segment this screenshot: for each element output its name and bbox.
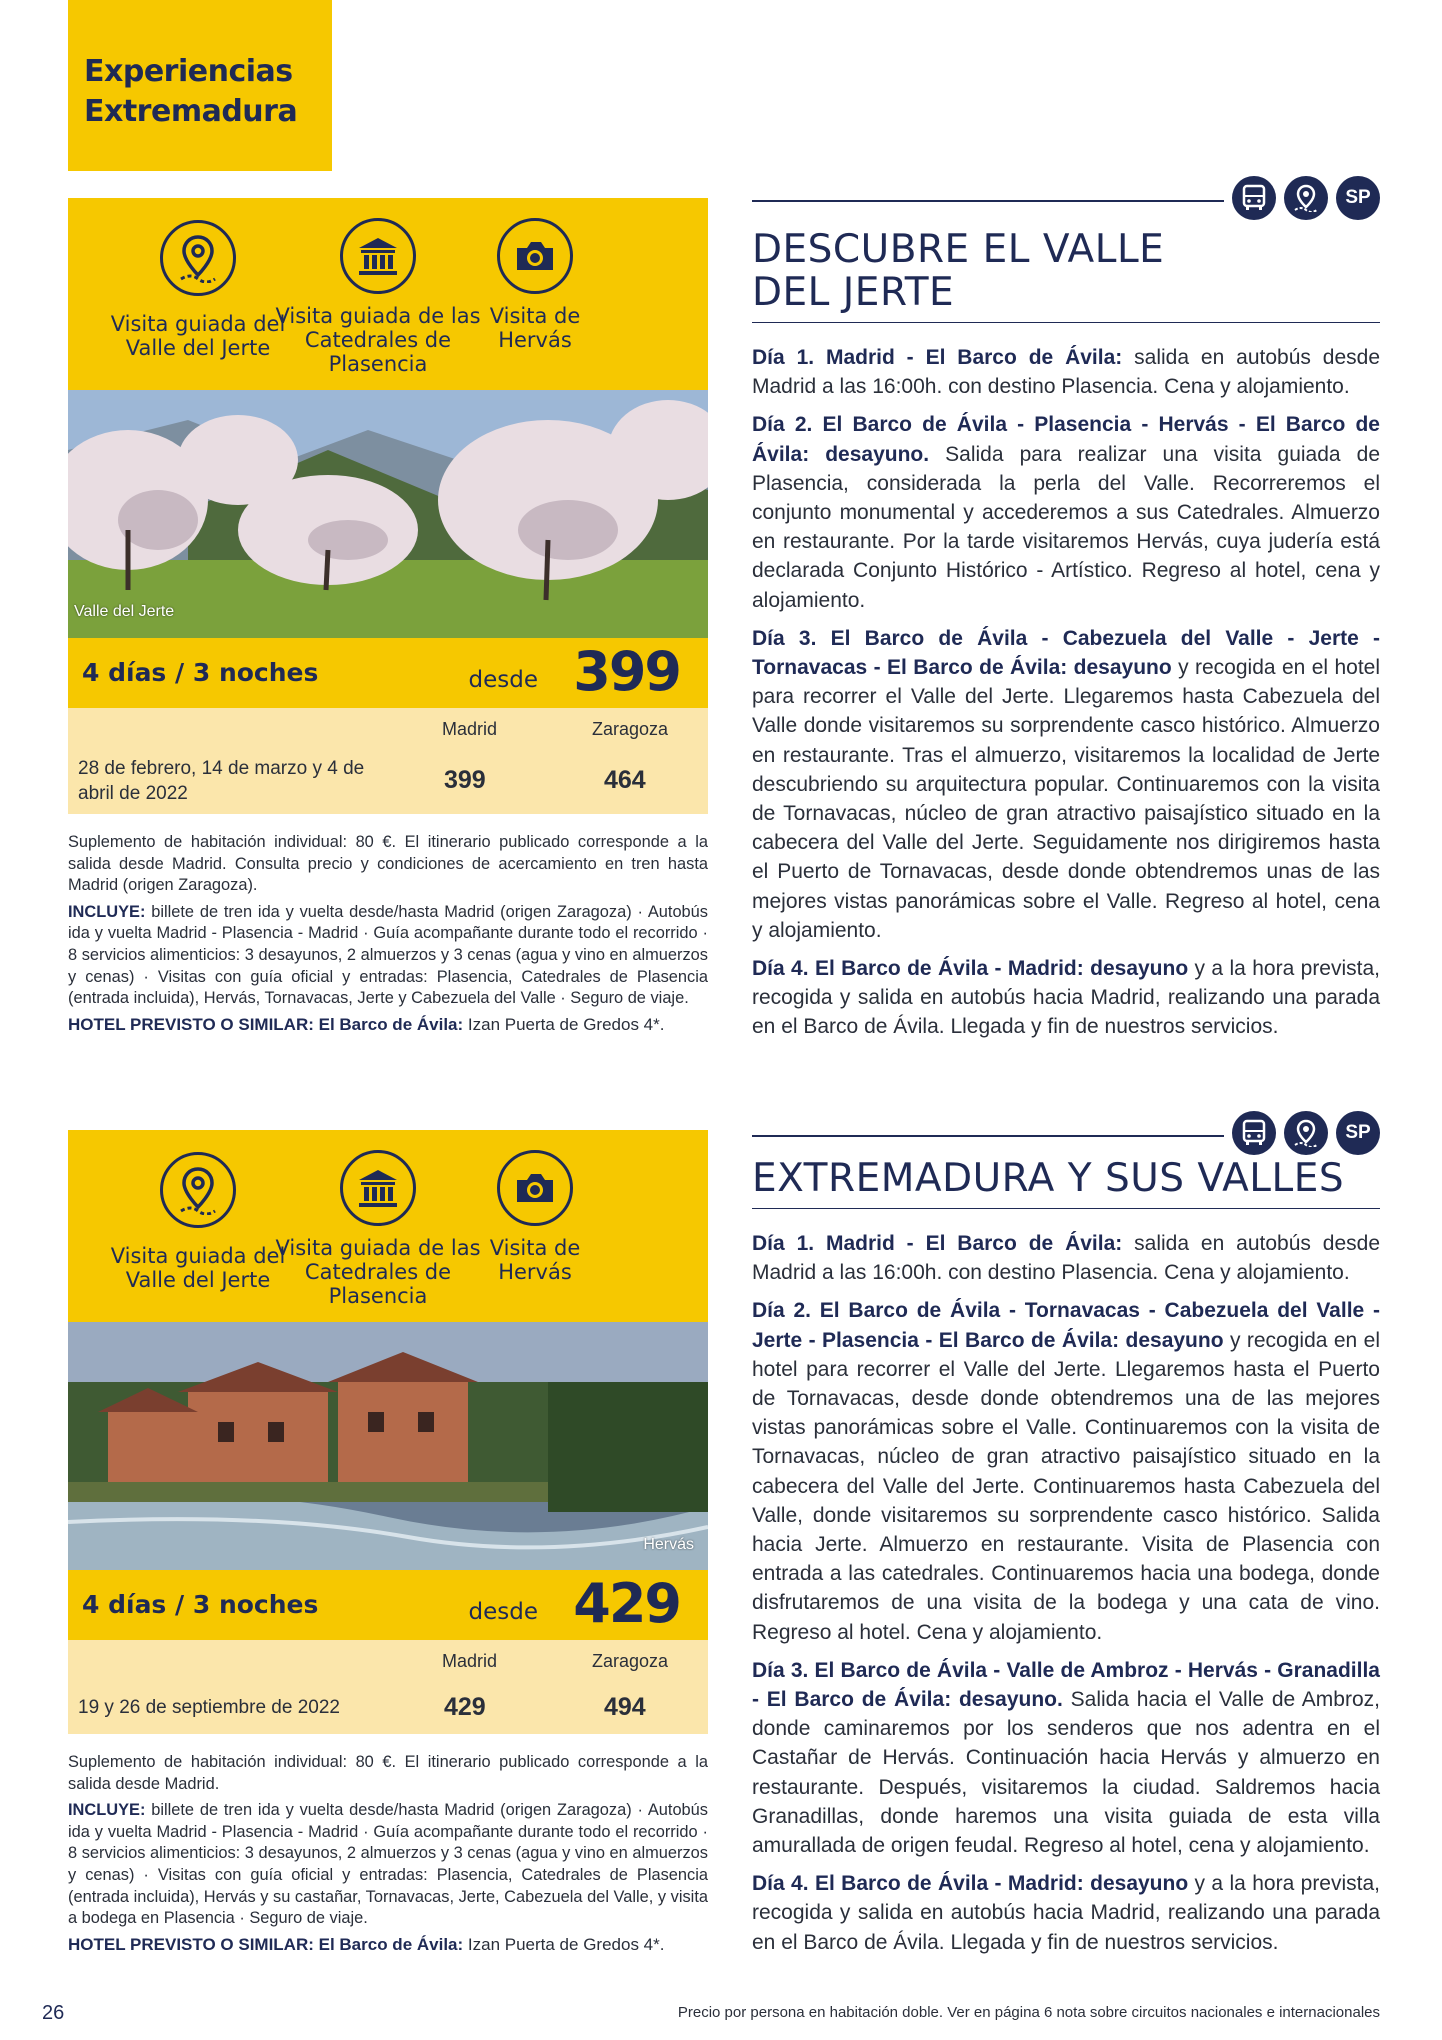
trip1-price-zaragoza: 464 (604, 766, 646, 794)
trip1-days (752, 343, 1380, 1042)
trip2-feature-2-label: Visita guiada de las Catedrales de Plasencia (275, 1236, 481, 1308)
trip2-badges (1224, 1111, 1380, 1155)
trip1-city-madrid: Madrid (442, 719, 498, 739)
trip1-desde: desde (468, 667, 538, 693)
trip2-title: EXTREMADURA Y SUS VALLES (752, 1156, 1345, 1201)
trip2-price-band (68, 1570, 708, 1640)
trip2-title-rule (752, 1208, 1380, 1209)
trip1-price-table (68, 708, 708, 814)
trip1-feature-2-label: Visita guiada de las Catedrales de Plasencia (275, 304, 481, 376)
trip1-includes-block (68, 902, 708, 1010)
trip1-feature-3-label: Visita de Hervás (489, 304, 581, 352)
bank-icon (340, 1150, 416, 1226)
section-header (68, 0, 332, 171)
trip1-hotel-block (68, 1014, 708, 1036)
trip2-day-4-text: y a la hora prevista, recogida y salida en autobús hacia Madrid, realizando una parada en el Barco de Ávila. Llegada y fin de nuestros servicios. (752, 1872, 1380, 1954)
trip2-day-2-text: y recogida en el hotel para recorrer el Valle del Jerte. Llegaremos hasta el Puerto de Tornavacas, desde donde obtendremos una de las mejores vistas panorámicas sobre el Valle. Continuaremos con la visita de Tornavacas, núcleo de gran atractivo paisajístico situado en la cabecera del Valle del Jerte. Continuaremos hasta Cabezuela del Valle, donde visitaremos su sorprendente casco histórico. Salida hacia Jerte. Almuerzo en restaurante. Visita de Plasencia con entrada a las catedrales. Continuaremos hacia una bodega, donde disfrutaremos de una visita de la bodega y una cata de vino. Regreso al hotel. Cena y alojamiento. (752, 1328, 1380, 1644)
trip1-icons-band (68, 198, 708, 390)
trip1-card (68, 198, 708, 1035)
trip2-price-zaragoza: 494 (604, 1693, 646, 1721)
trip2-notes (68, 1752, 708, 1955)
trip1-day-4-head: Día 4. El Barco de Ávila - Madrid: desayuno (752, 957, 1189, 981)
trip1-price-from: 399 (573, 640, 680, 703)
trip1-day-1 (752, 343, 1380, 401)
trip1-day-4-text: y a la hora prevista, recogida y salida en autobús hacia Madrid, realizando una parada en el Barco de Ávila. Llegada y fin de nuestros servicios. (752, 957, 1380, 1039)
trip2-day-1-head: Día 1. Madrid - El Barco de Ávila: (752, 1232, 1123, 1255)
sp-badge: SP (1336, 176, 1380, 220)
trip1-badges (1224, 176, 1380, 220)
trip2-days (752, 1229, 1380, 1957)
trip1-feature-3 (455, 218, 615, 352)
trip2-itinerary (752, 1105, 1380, 1966)
trip2-dates: 19 y 26 de septiembre de 2022 (78, 1697, 340, 1718)
trip2-day-1 (752, 1229, 1380, 1287)
trip1-day-1-text: salida en autobús desde Madrid a las 16:00h. con destino Plasencia. Cena y alojamiento. (752, 346, 1380, 399)
trip2-price-table (68, 1640, 708, 1734)
trip2-day-3-head: Día 3. El Barco de Ávila - Valle de Ambroz - Hervás - Granadilla - El Barco de Ávila: desayuno. (752, 1658, 1380, 1712)
trip1-day-4 (752, 954, 1380, 1042)
trip1-price-band (68, 638, 708, 708)
header-line2: Extremadura (84, 94, 298, 129)
trip2-supplement: Suplemento de habitación individual: 80 €. El itinerario publicado corresponde a la salida desde Madrid. (68, 1753, 708, 1793)
trip2-day-3 (752, 1656, 1380, 1860)
trip1-day-2-text: Salida para realizar una visita guiada de Plasencia, considerada la perla del Valle. Recorreremos el conjunto monumental y accederemos a sus Catedrales. Almuerzo en restaurante. Por la tarde visitaremos Hervás, cuya judería está declarada Conjunto Histórico - Artístico. Regreso al hotel, cena y alojamiento. (752, 442, 1381, 612)
bus-icon (1232, 176, 1276, 220)
location-pin-icon (160, 220, 236, 296)
trip1-includes-label: INCLUYE: (68, 902, 146, 921)
trip1-city-zaragoza: Zaragoza (592, 719, 669, 739)
trip2-hotel: Izan Puerta de Gredos 4*. (463, 1934, 665, 1954)
trip2-price-madrid: 429 (444, 1693, 486, 1721)
footer-note: Precio por persona en habitación doble. Ver en página 6 nota sobre circuitos nacionales e internacionales (677, 2004, 1380, 2021)
sp-badge: SP (1336, 1111, 1380, 1155)
trip2-day-1-text: salida en autobús desde Madrid a las 16:00h. con destino Plasencia. Cena y alojamiento. (752, 1232, 1380, 1285)
trip2-desde: desde (468, 1599, 538, 1625)
trip1-hotel: Izan Puerta de Gredos 4*. (463, 1014, 665, 1034)
trip1-day-1-head: Día 1. Madrid - El Barco de Ávila: (752, 346, 1123, 369)
trip2-photo-caption: Hervás (643, 1536, 694, 1553)
trip2-city-madrid: Madrid (442, 1651, 498, 1671)
trip2-feature-3 (455, 1150, 615, 1284)
camera-icon (497, 1150, 573, 1226)
trip1-day-2 (752, 410, 1380, 614)
trip2-includes: billete de tren ida y vuelta desde/hasta Madrid (origen Zaragoza) · Autobús ida y vuelta Madrid - Plasencia - Madrid · Guía acompañante durante todo el recorrido · 8 servicios alimenticios: 3 desayunos, 2 almuerzos y 3 cenas (agua y vino en almuerzos y cenas) · Visitas con guía oficial y entradas: Plasencia, Catedrales de Plasencia (entrada incluida), Hervás y su castañar, Tornavacas, Jerte, Cabezuela del Valle, y visita a bodega en Plasencia · Seguro de viaje. (68, 1801, 708, 1928)
trip1-photo (68, 390, 708, 638)
trip2-includes-block (68, 1800, 708, 1930)
trip1-duration: 4 días / 3 noches (82, 658, 319, 687)
trip2-day-4 (752, 1869, 1380, 1957)
trip2-day-2-head: Día 2. El Barco de Ávila - Tornavacas - Cabezuela del Valle - Jerte - Plasencia - El Barco de Ávila: desayuno (752, 1299, 1380, 1352)
trip1-itinerary (752, 170, 1380, 1051)
trip2-icons-band (68, 1130, 708, 1322)
trip1-price-madrid: 399 (444, 766, 486, 794)
location-pin-icon (160, 1152, 236, 1228)
trip2-card (68, 1130, 708, 1955)
camera-icon (497, 218, 573, 294)
trip2-day-2 (752, 1296, 1380, 1646)
trip2-day-3-text: Salida hacia el Valle de Ambroz, donde caminaremos por los senderos que nos adentra en el Castañar de Hervás. Continuación hacia Hervás y almuerzo en restaurante. Después, visitaremos la ciudad. Saldremos hacia Granadillas, donde haremos una visita guiada de esta villa amurallada de origen feudal. Regreso al hotel, cena y alojamiento. (752, 1688, 1380, 1858)
trip2-duration: 4 días / 3 noches (82, 1590, 319, 1619)
trip2-photo (68, 1322, 708, 1570)
page-number: 26 (42, 2002, 65, 2024)
trip1-day-2-head: Día 2. El Barco de Ávila - Plasencia - Hervás - El Barco de Ávila: desayuno. (752, 413, 1380, 466)
trip1-title-line2: DEL JERTE (752, 270, 955, 315)
trip2-price-from: 429 (573, 1572, 680, 1635)
trip1-photo-caption: Valle del Jerte (74, 603, 175, 620)
trip1-day-3 (752, 624, 1380, 945)
trip1-dates: 28 de febrero, 14 de marzo y 4 de abril de 2022 (78, 758, 365, 804)
trip2-day-4-head: Día 4. El Barco de Ávila - Madrid: desayuno (752, 1872, 1189, 1896)
header-line1: Experiencias (84, 54, 293, 89)
trip2-hotel-label: HOTEL PREVISTO O SIMILAR: El Barco de Ávila: (68, 1934, 464, 1954)
trip2-feature-3-label: Visita de Hervás (489, 1236, 581, 1284)
trip2-feature-1-label: Visita guiada del Valle del Jerte (110, 1244, 286, 1292)
trip2-city-zaragoza: Zaragoza (592, 1651, 669, 1671)
trip2-includes-label: INCLUYE: (68, 1801, 146, 1820)
trip1-supplement: Suplemento de habitación individual: 80 €. El itinerario publicado corresponde a la salida desde Madrid. Consulta precio y condiciones de acercamiento en tren hasta Madrid (origen Zaragoza). (68, 833, 708, 895)
trip1-title-rule (752, 322, 1380, 323)
bus-icon (1232, 1111, 1276, 1155)
trip1-title-line1: DESCUBRE EL VALLE (752, 227, 1165, 272)
trip1-includes: billete de tren ida y vuelta desde/hasta Madrid (origen Zaragoza) · Autobús ida y vuelta Madrid - Plasencia - Madrid · Guía acompañante durante todo el recorrido · 8 servicios alimenticios: 3 desayunos, 2 almuerzos y 3 cenas (agua y vino en almuerzos y cenas) · Visitas con guía oficial y entradas: Plasencia, Catedrales de Plasencia (entrada incluida), Hervás, Tornavacas, Jerte y Cabezuela del Valle · Seguro de viaje. (68, 902, 708, 1008)
trip1-feature-1-label: Visita guiada del Valle del Jerte (110, 312, 286, 360)
guided-route-icon (1284, 1111, 1328, 1155)
trip1-day-3-head: Día 3. El Barco de Ávila - Cabezuela del Valle - Jerte - Tornavacas - El Barco de Ávila: desayuno (752, 626, 1380, 680)
trip1-notes (68, 832, 708, 1035)
trip2-hotel-block (68, 1934, 708, 1956)
trip1-hotel-label: HOTEL PREVISTO O SIMILAR: El Barco de Ávila: (68, 1014, 464, 1034)
trip1-day-3-text: y recogida en el hotel para recorrer el Valle del Jerte. Llegaremos hasta Cabezuela del Valle donde visitaremos su sorprendente casco histórico. Almuerzo en restaurante. Tras el almuerzo, visitaremos la localidad de Jerte descubriendo su arquitectura popular. Continuaremos con la visita de Tornavacas, núcleo de gran atractivo paisajístico situado en la cabecera del Valle del Jerte. Seguidamente nos dirigiremos hasta el Puerto de Tornavacas, desde donde obtendremos unas de las mejores vistas panorámicas sobre el Valle. Regreso al hotel, cena y alojamiento. (752, 656, 1381, 942)
guided-route-icon (1284, 176, 1328, 220)
bank-icon (340, 218, 416, 294)
